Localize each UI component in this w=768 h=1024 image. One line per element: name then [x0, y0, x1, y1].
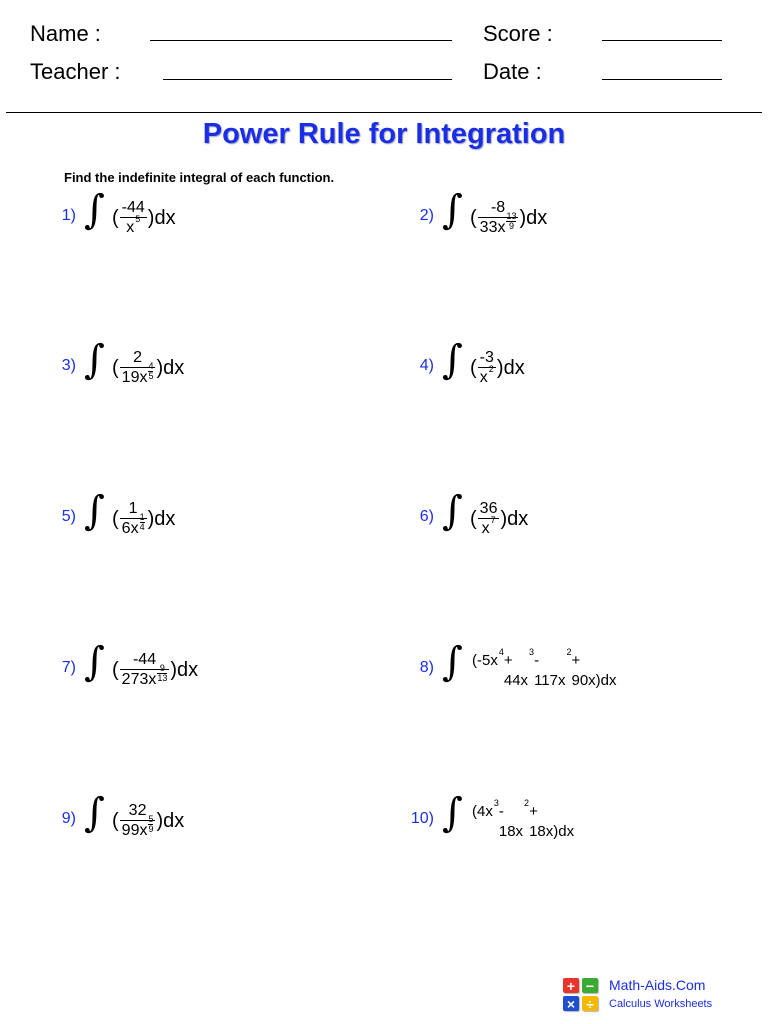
term: - 18x	[498, 803, 524, 840]
exponent-denominator: 9	[508, 220, 514, 231]
name-field[interactable]	[150, 40, 452, 41]
denominator-base: 6x	[121, 519, 139, 537]
score-label: Score :	[483, 21, 553, 46]
denominator-base: x	[479, 369, 488, 386]
fractional-exponent	[140, 513, 145, 532]
page-title: Power Rule for Integration	[202, 118, 566, 150]
problem-expression	[470, 340, 525, 396]
numerator: 2	[133, 348, 143, 366]
fraction	[120, 802, 156, 841]
tail: )dx	[170, 659, 199, 681]
open-paren: (	[112, 508, 119, 530]
open-paren: (	[112, 810, 119, 832]
denominator	[478, 210, 519, 238]
term-exponent: 3	[493, 798, 499, 808]
denominator	[120, 511, 147, 539]
open-paren: (	[470, 508, 477, 530]
exponent-denominator: 13	[157, 672, 168, 683]
problem-number: 1)	[61, 207, 76, 224]
open-paren: (	[470, 207, 477, 229]
term-exponent: 2	[566, 647, 572, 657]
minus-icon: −	[582, 978, 598, 993]
instructions: Find the indefinite integral of each function.	[64, 170, 335, 185]
problem-number: 8)	[419, 659, 434, 676]
numerator: -3	[479, 349, 494, 366]
integral-icon: ∫	[84, 790, 105, 836]
denominator-base: 99x	[121, 821, 148, 839]
denominator	[120, 360, 156, 388]
problem-number: 7)	[61, 659, 76, 676]
term: + 44x	[503, 652, 529, 689]
problem-expression	[112, 491, 175, 547]
denominator-base: 33x	[479, 218, 506, 236]
open-paren: (	[112, 659, 119, 681]
exponent-denominator: 4	[139, 521, 145, 532]
plus-icon: +	[563, 978, 579, 993]
teacher-field[interactable]	[163, 79, 452, 80]
name-label: Name :	[30, 21, 101, 46]
fraction	[120, 500, 147, 539]
numerator: -44	[132, 650, 157, 668]
problem-expression	[470, 491, 528, 547]
teacher-label: Teacher :	[30, 59, 121, 84]
date-label: Date :	[483, 59, 542, 84]
problem-expression	[112, 642, 198, 698]
polynomial	[472, 649, 617, 691]
fractional-exponent	[157, 664, 167, 683]
denominator	[124, 214, 142, 237]
header-divider	[6, 112, 762, 113]
fractional-exponent	[506, 212, 516, 231]
problem-number: 5)	[61, 508, 76, 525]
term: + 90x)dx	[571, 652, 617, 689]
exponent-numerator: 5	[148, 813, 154, 824]
exponent-numerator: 4	[148, 360, 154, 371]
polynomial	[472, 800, 574, 842]
fraction	[120, 651, 170, 690]
integral-icon: ∫	[442, 488, 463, 534]
problem-number: 9)	[61, 810, 76, 827]
term: + 18x)dx	[529, 803, 575, 840]
term: - 117x	[534, 652, 566, 689]
fraction	[478, 199, 519, 238]
open-paren: (	[112, 207, 119, 229]
tail: )dx	[147, 207, 176, 229]
logo-name: Math-Aids.Com	[609, 977, 706, 993]
problem-number: 3)	[61, 357, 76, 374]
problem-expression	[472, 793, 574, 849]
fractional-exponent	[148, 815, 153, 834]
term-exponent: 3	[529, 647, 535, 657]
open-paren: (	[470, 357, 477, 379]
integral-icon: ∫	[84, 639, 105, 685]
integral-icon: ∫	[442, 790, 463, 836]
numerator: -44	[121, 199, 145, 216]
term: (4x	[472, 803, 493, 820]
problem-expression	[470, 190, 547, 246]
tail: )dx	[519, 207, 548, 229]
exponent-denominator: 9	[148, 823, 154, 834]
logo-subtitle: Calculus Worksheets	[609, 998, 713, 1010]
denominator	[120, 813, 156, 841]
score-field[interactable]	[602, 40, 722, 41]
tail: )dx	[156, 357, 185, 379]
problem-expression	[112, 793, 184, 849]
denominator-base: 273x	[121, 670, 157, 688]
exponent-denominator: 5	[148, 370, 154, 381]
numerator: 36	[479, 500, 498, 517]
fraction	[120, 349, 156, 388]
fraction	[120, 199, 147, 237]
numerator: -8	[490, 198, 506, 216]
problem-number: 6)	[419, 508, 434, 525]
exponent-numerator: 9	[159, 662, 165, 673]
term: (-5x	[472, 652, 498, 669]
integral-icon: ∫	[442, 639, 463, 685]
denominator-base: x	[126, 219, 135, 236]
term-exponent: 4	[498, 647, 504, 657]
term-exponent: 2	[524, 798, 530, 808]
exponent-numerator: 13	[506, 210, 517, 221]
tail: )dx	[156, 810, 185, 832]
denominator	[120, 662, 170, 690]
exponent: 2	[488, 364, 494, 374]
problem-number: 2)	[419, 207, 434, 224]
tail: )dx	[500, 508, 529, 530]
fraction	[478, 349, 496, 387]
open-paren: (	[112, 357, 119, 379]
denominator	[478, 364, 496, 387]
problem-expression	[112, 190, 176, 246]
tail: )dx	[496, 357, 525, 379]
exponent: 7	[490, 515, 496, 525]
integral-icon: ∫	[84, 187, 105, 233]
numerator: 1	[128, 499, 138, 517]
integral-icon: ∫	[84, 337, 105, 383]
fraction	[478, 500, 500, 538]
math-aids-logo[interactable]	[563, 976, 743, 1016]
problem-number: 10)	[410, 810, 434, 827]
denominator	[480, 515, 498, 538]
exponent-numerator: 1	[139, 511, 145, 522]
denominator-base: 19x	[121, 368, 148, 386]
divide-icon: ÷	[582, 996, 598, 1011]
fractional-exponent	[148, 362, 153, 381]
times-icon: ×	[563, 996, 579, 1011]
integral-icon: ∫	[442, 187, 463, 233]
problem-expression	[112, 340, 184, 396]
exponent: 5	[135, 214, 141, 224]
numerator: 32	[128, 801, 147, 819]
problem-expression	[472, 642, 617, 698]
integral-icon: ∫	[84, 488, 105, 534]
date-field[interactable]	[602, 79, 722, 80]
denominator-base: x	[481, 520, 490, 537]
tail: )dx	[147, 508, 176, 530]
integral-icon: ∫	[442, 337, 463, 383]
problem-number: 4)	[419, 357, 434, 374]
